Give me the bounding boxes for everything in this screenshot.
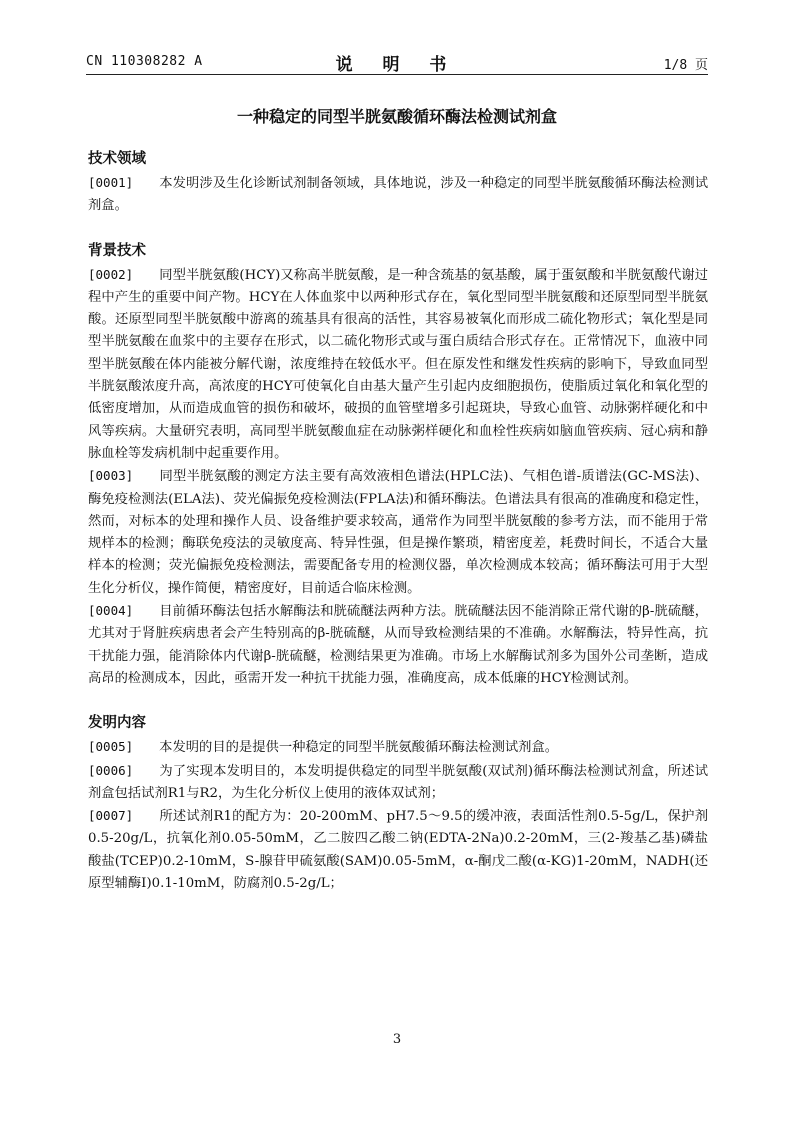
paragraph [88,465,708,600]
page-header [86,50,708,75]
section-technical-field [88,148,708,218]
paragraph-number: [0001] [88,175,134,190]
paragraph [88,600,708,690]
paragraph [88,736,708,759]
paragraph-text: 为了实现本发明目的，本发明提供稳定的同型半胱氨酸(双试剂)循环酶法检测试剂盒，所述试剂盒包括试剂R1与R2，为生化分析仪上使用的液体双试剂； [88,763,708,801]
paragraph-number: [0005] [88,739,134,755]
patent-number: CN 110308282 A [86,54,203,69]
document-type-title: 说 明 书 [335,55,459,75]
page-number: 3 [392,1032,402,1047]
header-divider [86,74,708,75]
paragraph [88,172,708,218]
section-heading: 技术领域 [88,151,146,167]
document-body [88,148,708,917]
paragraph-number: [0006] [88,762,134,778]
section-heading: 发明内容 [88,715,146,732]
paragraph [88,805,708,895]
document-title: 一种稳定的同型半胱氨酸循环酶法检测试剂盒 [236,107,557,126]
paragraph-text: 目前循环酶法包括水解酶法和胱硫醚法两种方法。胱硫醚法因不能消除正常代谢的β-胱硫醚，尤其对于肾脏疾病患者会产生特别高的β-胱硫醚，从而导致检测结果的不准确。水解酶法，特异性高，抗干扰能力强，能消除体内代谢β-胱硫醚，检测结果更为准确。市场上水解酶试剂多为国外公司垄断，造成高昂的检测成本，因此，亟需开发一种抗干扰能力强，准确度高，成本低廉的HCY检测试剂。 [88,604,708,686]
section-background [88,240,708,691]
paragraph-text: 同型半胱氨酸(HCY)又称高半胱氨酸，是一种含巯基的氨基酸，属于蛋氨酸和半胱氨酸代谢过程中产生的重要中间产物。HCY在人体血浆中以两种形式存在，氧化型同型半胱氨酸和还原型同型半胱氨酸。还原型同型半胱氨酸中游离的巯基具有很高的活性，其容易被氧化而形成二硫化物形式；氧化型是同型半胱氨酸在血浆中的主要存在形式，以二硫化物形式或与蛋白质结合形式存在。正常情况下，血液中同型半胱氨酸在体内能被分解代谢，浓度维持在较低水平。但在原发性和继发性疾病的影响下，导致血同型半胱氨酸浓度升高，高浓度的HCY可使氧化自由基大量产生引起内皮细胞损伤，使脂质过氧化和氧化型的低密度增加，从而造成血管的损伤和破坏，破损的血管壁增多引起斑块，导致心血管、动脉粥样硬化和中风等疾病。大量研究表明，高同型半胱氨酸血症在动脉粥样硬化和血栓性疾病如脑血管疾病、冠心病和静脉血栓等发病机制中起重要作用。 [88,267,708,461]
page-indicator: 1/8 页 [663,58,708,73]
paragraph-number: [0002] [88,266,134,282]
paragraph-number: [0004] [88,603,134,619]
section-invention-content [88,712,708,895]
paragraph-text: 所述试剂R1的配方为：20-200mM、pH7.5～9.5的缓冲液，表面活性剂0.5-5g/L，保护剂0.5-20g/L，抗氧化剂0.05-50mM，乙二胺四乙酸二钠(EDTA-2Na)0.2-20mM，三(2-羧基乙基)磷盐酸盐(TCEP)0.2-10mM，S-腺苷甲硫氨酸(SAM)0.05-5mM，α-酮戊二酸(α-KG)1-20mM，NADH(还原型辅酶I)0.1-10mM，防腐剂0.5-2g/L； [88,809,708,892]
paragraph-number: [0007] [88,808,134,824]
section-heading: 背景技术 [88,242,146,259]
paragraph-text: 同型半胱氨酸的测定方法主要有高效液相色谱法(HPLC法)、气相色谱-质谱法(GC-MS法)、酶免疫检测法(ELA法)、荧光偏振免疫检测法(FPLA法)和循环酶法。色谱法具有很高的准确度和稳定性，然而，对标本的处理和操作人员、设备维护要求较高，通常作为同型半胱氨酸的参考方法，而不能用于常规样本的检测；酶联免疫法的灵敏度高、特异性强，但是操作繁琐，精密度差，耗费时间长，不适合大量样本的检测；荧光偏振免疫检测法，需要配备专用的检测仪器，单次检测成本较高；循环酶法可用于大型生化分析仪，操作简便，精密度好，目前适合临床检测。 [88,469,708,596]
paragraph-text: 本发明的目的是提供一种稳定的同型半胱氨酸循环酶法检测试剂盒。 [159,740,559,756]
paragraph-text: 本发明涉及生化诊断试剂制备领域，具体地说，涉及一种稳定的同型半胱氨酸循环酶法检测试剂盒。 [88,176,708,214]
paragraph-number: [0003] [88,468,134,484]
paragraph [88,760,708,806]
paragraph [88,264,708,466]
